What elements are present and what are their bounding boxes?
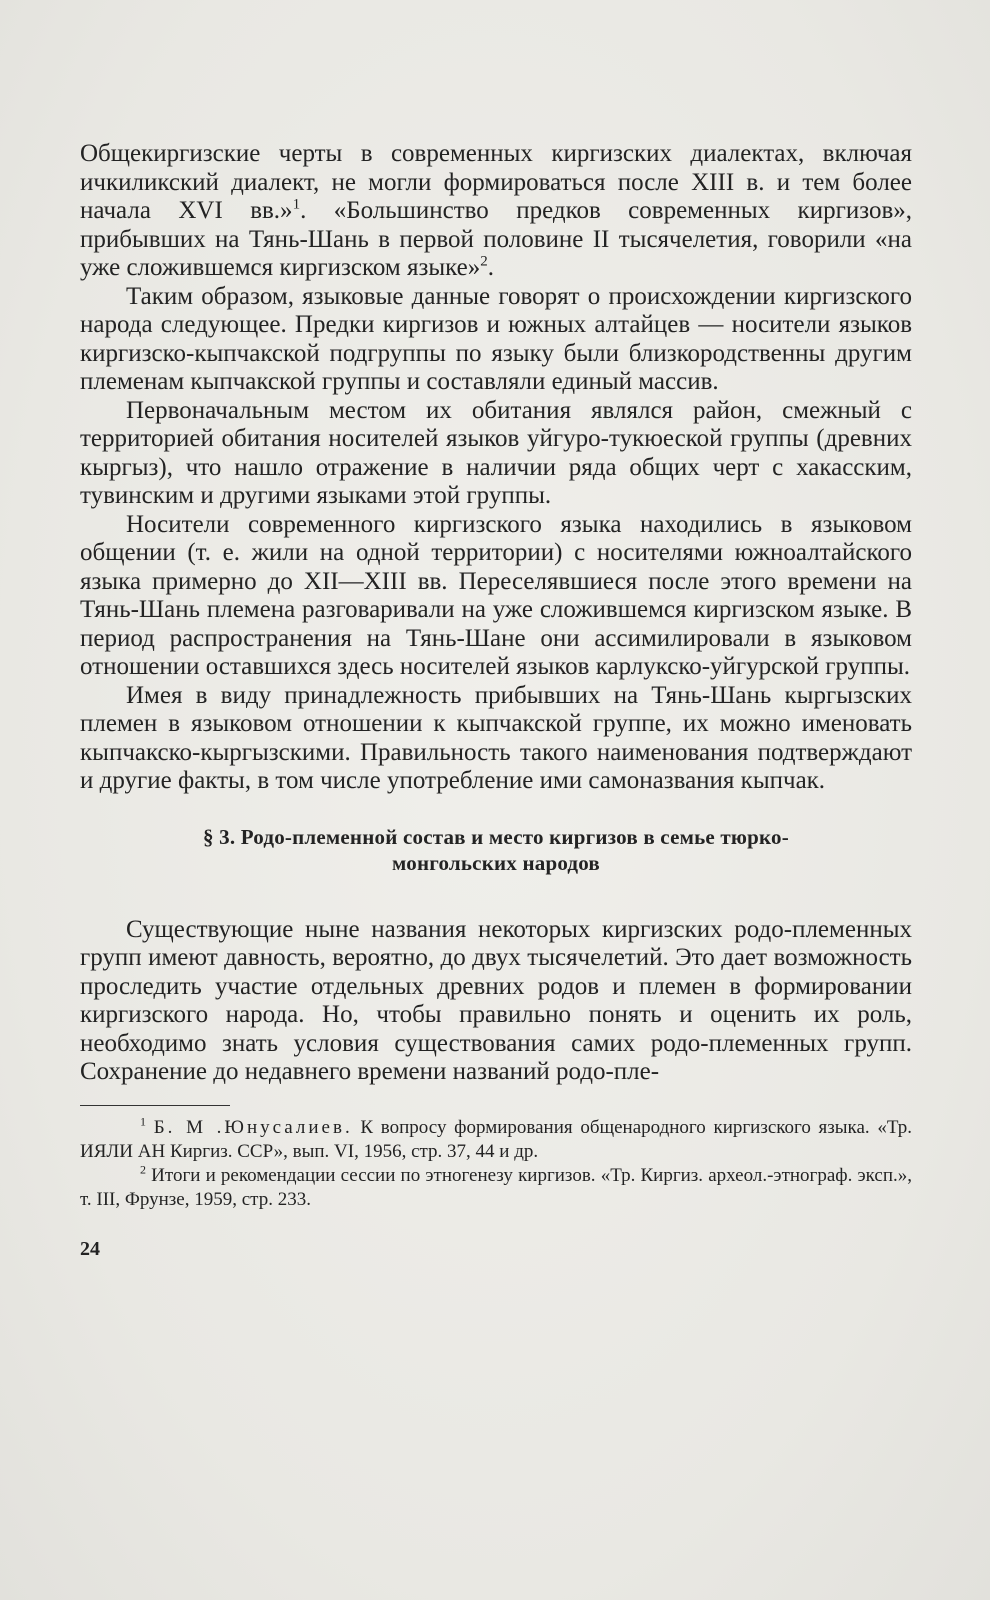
footnotes xyxy=(80,1116,912,1212)
section-heading-line-1: § 3. Родо-племенной состав и место киргизов в семье тюрко- xyxy=(203,824,789,849)
footnote-2-text: Итоги и рекомендации сессии по этногенезу киргизов. «Тр. Киргиз. археол.-этнограф. эксп.», т. III, Фрунзе, 1959, стр. 233. xyxy=(80,1164,913,1210)
paragraph-3: Первоначальным местом их обитания являлся район, смежный с территорией обитания носителей языков уйгуро-тукюеской группы (древних кыргыз), что нашло отражение в наличии ряда общих черт с хакасским, тувинским и другими языками этой группы. xyxy=(80,396,912,509)
footnote-1-text: К вопросу формирования общенародного киргизского языка. «Тр. ИЯЛИ АН Киргиз. ССР», вып. VI, 1956, стр. 37, 44 и др. xyxy=(80,1116,913,1162)
footnote-2 xyxy=(80,1164,912,1212)
main-text xyxy=(80,140,912,796)
footnote-ref-1: 1 xyxy=(292,196,301,213)
paragraph-1-text: Общекиргизские черты в современных киргизских диалектах, включая ичкиликский диалект, не могли формироваться после XIII в. и тем более начала XVI вв.» xyxy=(80,140,912,224)
footnote-ref-2: 2 xyxy=(480,253,488,270)
paragraph-5: Имея в виду принадлежность прибывших на Тянь-Шань кыргызских племен в языковом отношении к кыпчакской группе, их можно именовать кыпчакско-кыргызскими. Правильность такого наименования подтверждают и другие факты, в том числе употребление ими самоназвания кыпчак. xyxy=(80,681,912,794)
section-heading-line-2: монгольских народов xyxy=(392,850,600,875)
footnote-2-mark: 2 xyxy=(140,1162,146,1177)
footnote-divider xyxy=(80,1105,230,1106)
section-paragraph: Существующие ныне названия некоторых киргизских родо-племенных групп имеют давность, вероятно, до двух тысячелетий. Это дает возможность проследить участие отдельных древних родов и племен в формировании киргизского народа. Но, чтобы правильно понять и оценить их роль, необходимо знать условия существования самих родо-племенных групп. Сохранение до недавнего времени названий родо-пле- xyxy=(80,915,912,1085)
paragraph-2: Таким образом, языковые данные говорят о происхождении киргизского народа следующее. Предки киргизов и южных алтайцев — носители языков киргизско-кыпчакской подгруппы по языку были близкородственны другим племенам кыпчакской группы и составляли единый массив. xyxy=(80,282,912,395)
footnote-1-author: Б. М .Юнусалиев. xyxy=(153,1116,353,1138)
paragraph-4: Носители современного киргизского языка находились в языковом общении (т. е. жили на одной территории) с носителями южноалтайского языка примерно до XII—XIII вв. Переселявшиеся после этого времени на Тянь-Шань племена разговаривали на уже сложившемся киргизском языке. В период распространения на Тянь-Шане они ассимилировали в языковом отношении оставшихся здесь носителей языков карлукско-уйгурской группы. xyxy=(80,510,912,680)
paragraph-1: Общекиргизские черты в современных киргизских диалектах, включая ичкиликский диалект, не могли формироваться после XIII в. и тем более начала XVI вв.»$^1$. «Большинство предков современных киргизов», прибывших на Тянь-Шань в первой половине II тысячелетия, говорили «на уже сложившемся киргизском языке»$^2$. xyxy=(80,140,912,281)
page-number: 24 xyxy=(80,1237,100,1260)
footnote-1 xyxy=(80,1116,912,1164)
footnote-1-mark: 1 xyxy=(140,1114,146,1129)
section-heading xyxy=(80,824,912,876)
paragraph-1-quote: «Большинство предков современных киргизов», прибывших на Тянь-Шань в первой половине II тысячелетия, говорили «на уже сложившемся киргизском языке» xyxy=(80,197,912,281)
section-text xyxy=(80,916,912,1087)
